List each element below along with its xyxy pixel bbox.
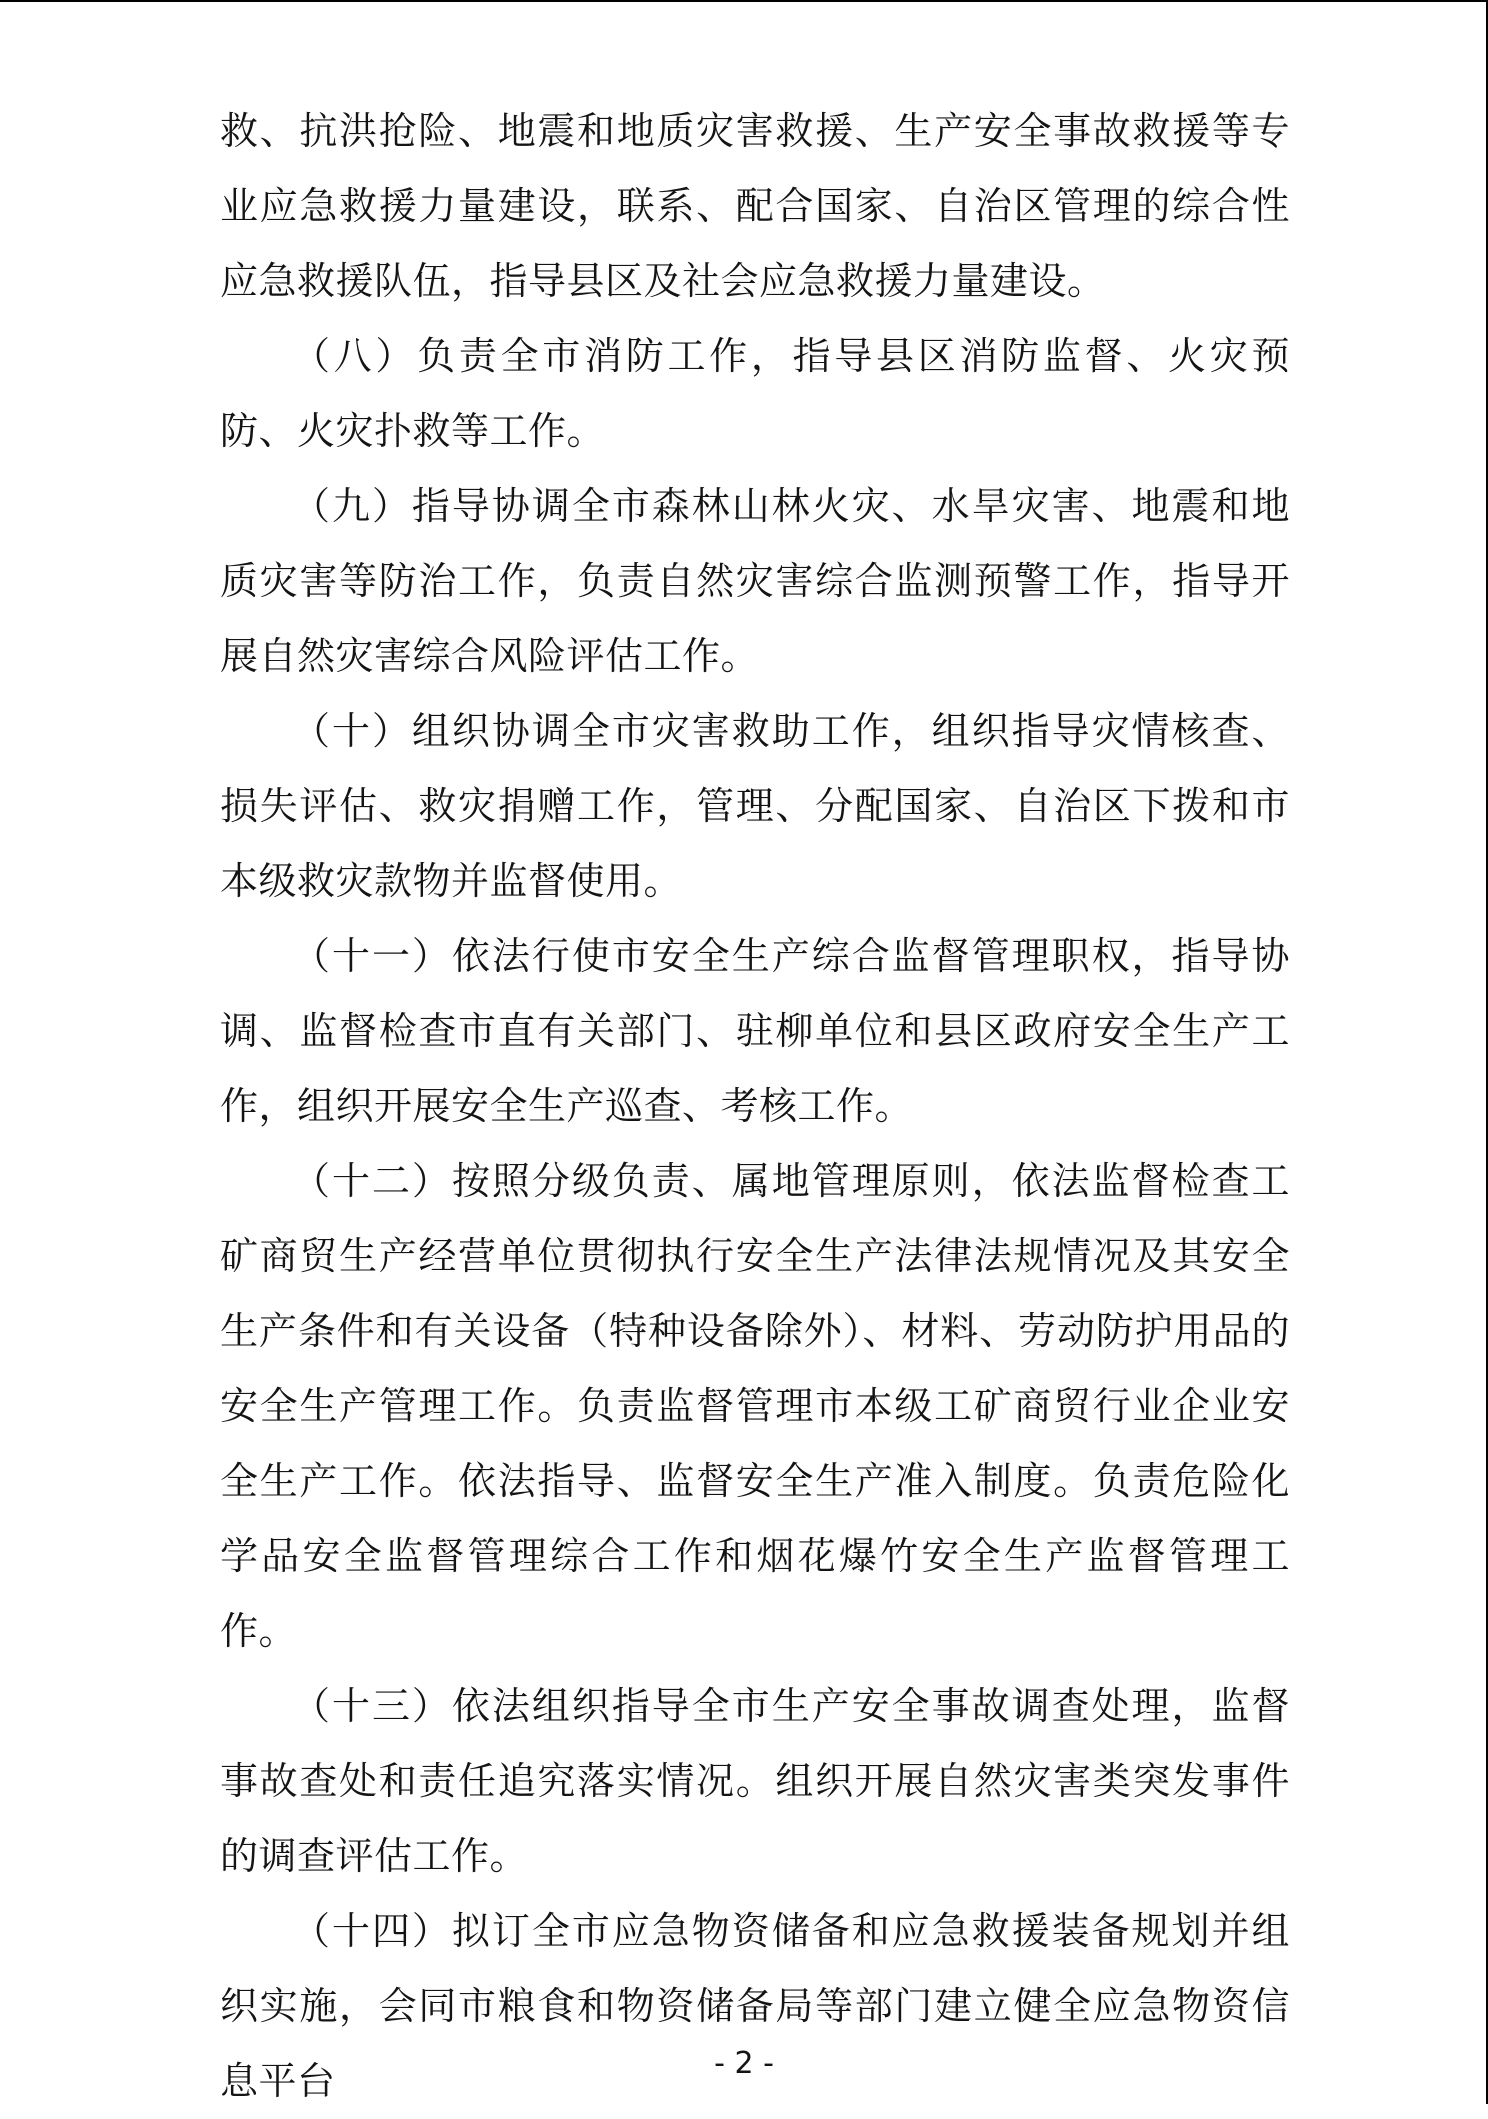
paragraph-item-14: （十四）拟订全市应急物资储备和应急救援装备规划并组织实施，会同市粮食和物资储备局等部门建立健全应急物资信息平台 (220, 1909, 1290, 2103)
paragraph-item-10: （十）组织协调全市灾害救助工作，组织指导灾情核查、损失评估、救灾捐赠工作，管理、分配国家、自治区下拨和市本级救灾款物并监督使用。 (220, 709, 1290, 903)
paragraph-item-8: （八）负责全市消防工作，指导县区消防监督、火灾预防、火灾扑救等工作。 (220, 334, 1290, 453)
paragraph-continuation: 救、抗洪抢险、地震和地质灾害救援、生产安全事故救援等专业应急救援力量建设，联系、配合国家、自治区管理的综合性应急救援队伍，指导县区及社会应急救援力量建设。 (220, 109, 1290, 303)
page-border-top (0, 0, 1488, 2)
paragraph-item-12: （十二）按照分级负责、属地管理原则，依法监督检查工矿商贸生产经营单位贯彻执行安全生产法律法规情况及其安全生产条件和有关设备（特种设备除外）、材料、劳动防护用品的安全生产管理工作。负责监督管理市本级工矿商贸行业企业安全生产工作。依法指导、监督安全生产准入制度。负责危险化学品安全监督管理综合工作和烟花爆竹安全生产监督管理工作。 (220, 1159, 1290, 1653)
paragraph-item-13: （十三）依法组织指导全市生产安全事故调查处理，监督事故查处和责任追究落实情况。组织开展自然灾害类突发事件的调查评估工作。 (220, 1684, 1290, 1878)
document-body (220, 94, 1290, 2119)
paragraph-item-11: （十一）依法行使市安全生产综合监督管理职权，指导协调、监督检查市直有关部门、驻柳单位和县区政府安全生产工作，组织开展安全生产巡查、考核工作。 (220, 934, 1290, 1128)
page-number: - 2 - (714, 2046, 774, 2081)
paragraph-item-9: （九）指导协调全市森林山林火灾、水旱灾害、地震和地质灾害等防治工作，负责自然灾害综合监测预警工作，指导开展自然灾害综合风险评估工作。 (220, 484, 1290, 678)
